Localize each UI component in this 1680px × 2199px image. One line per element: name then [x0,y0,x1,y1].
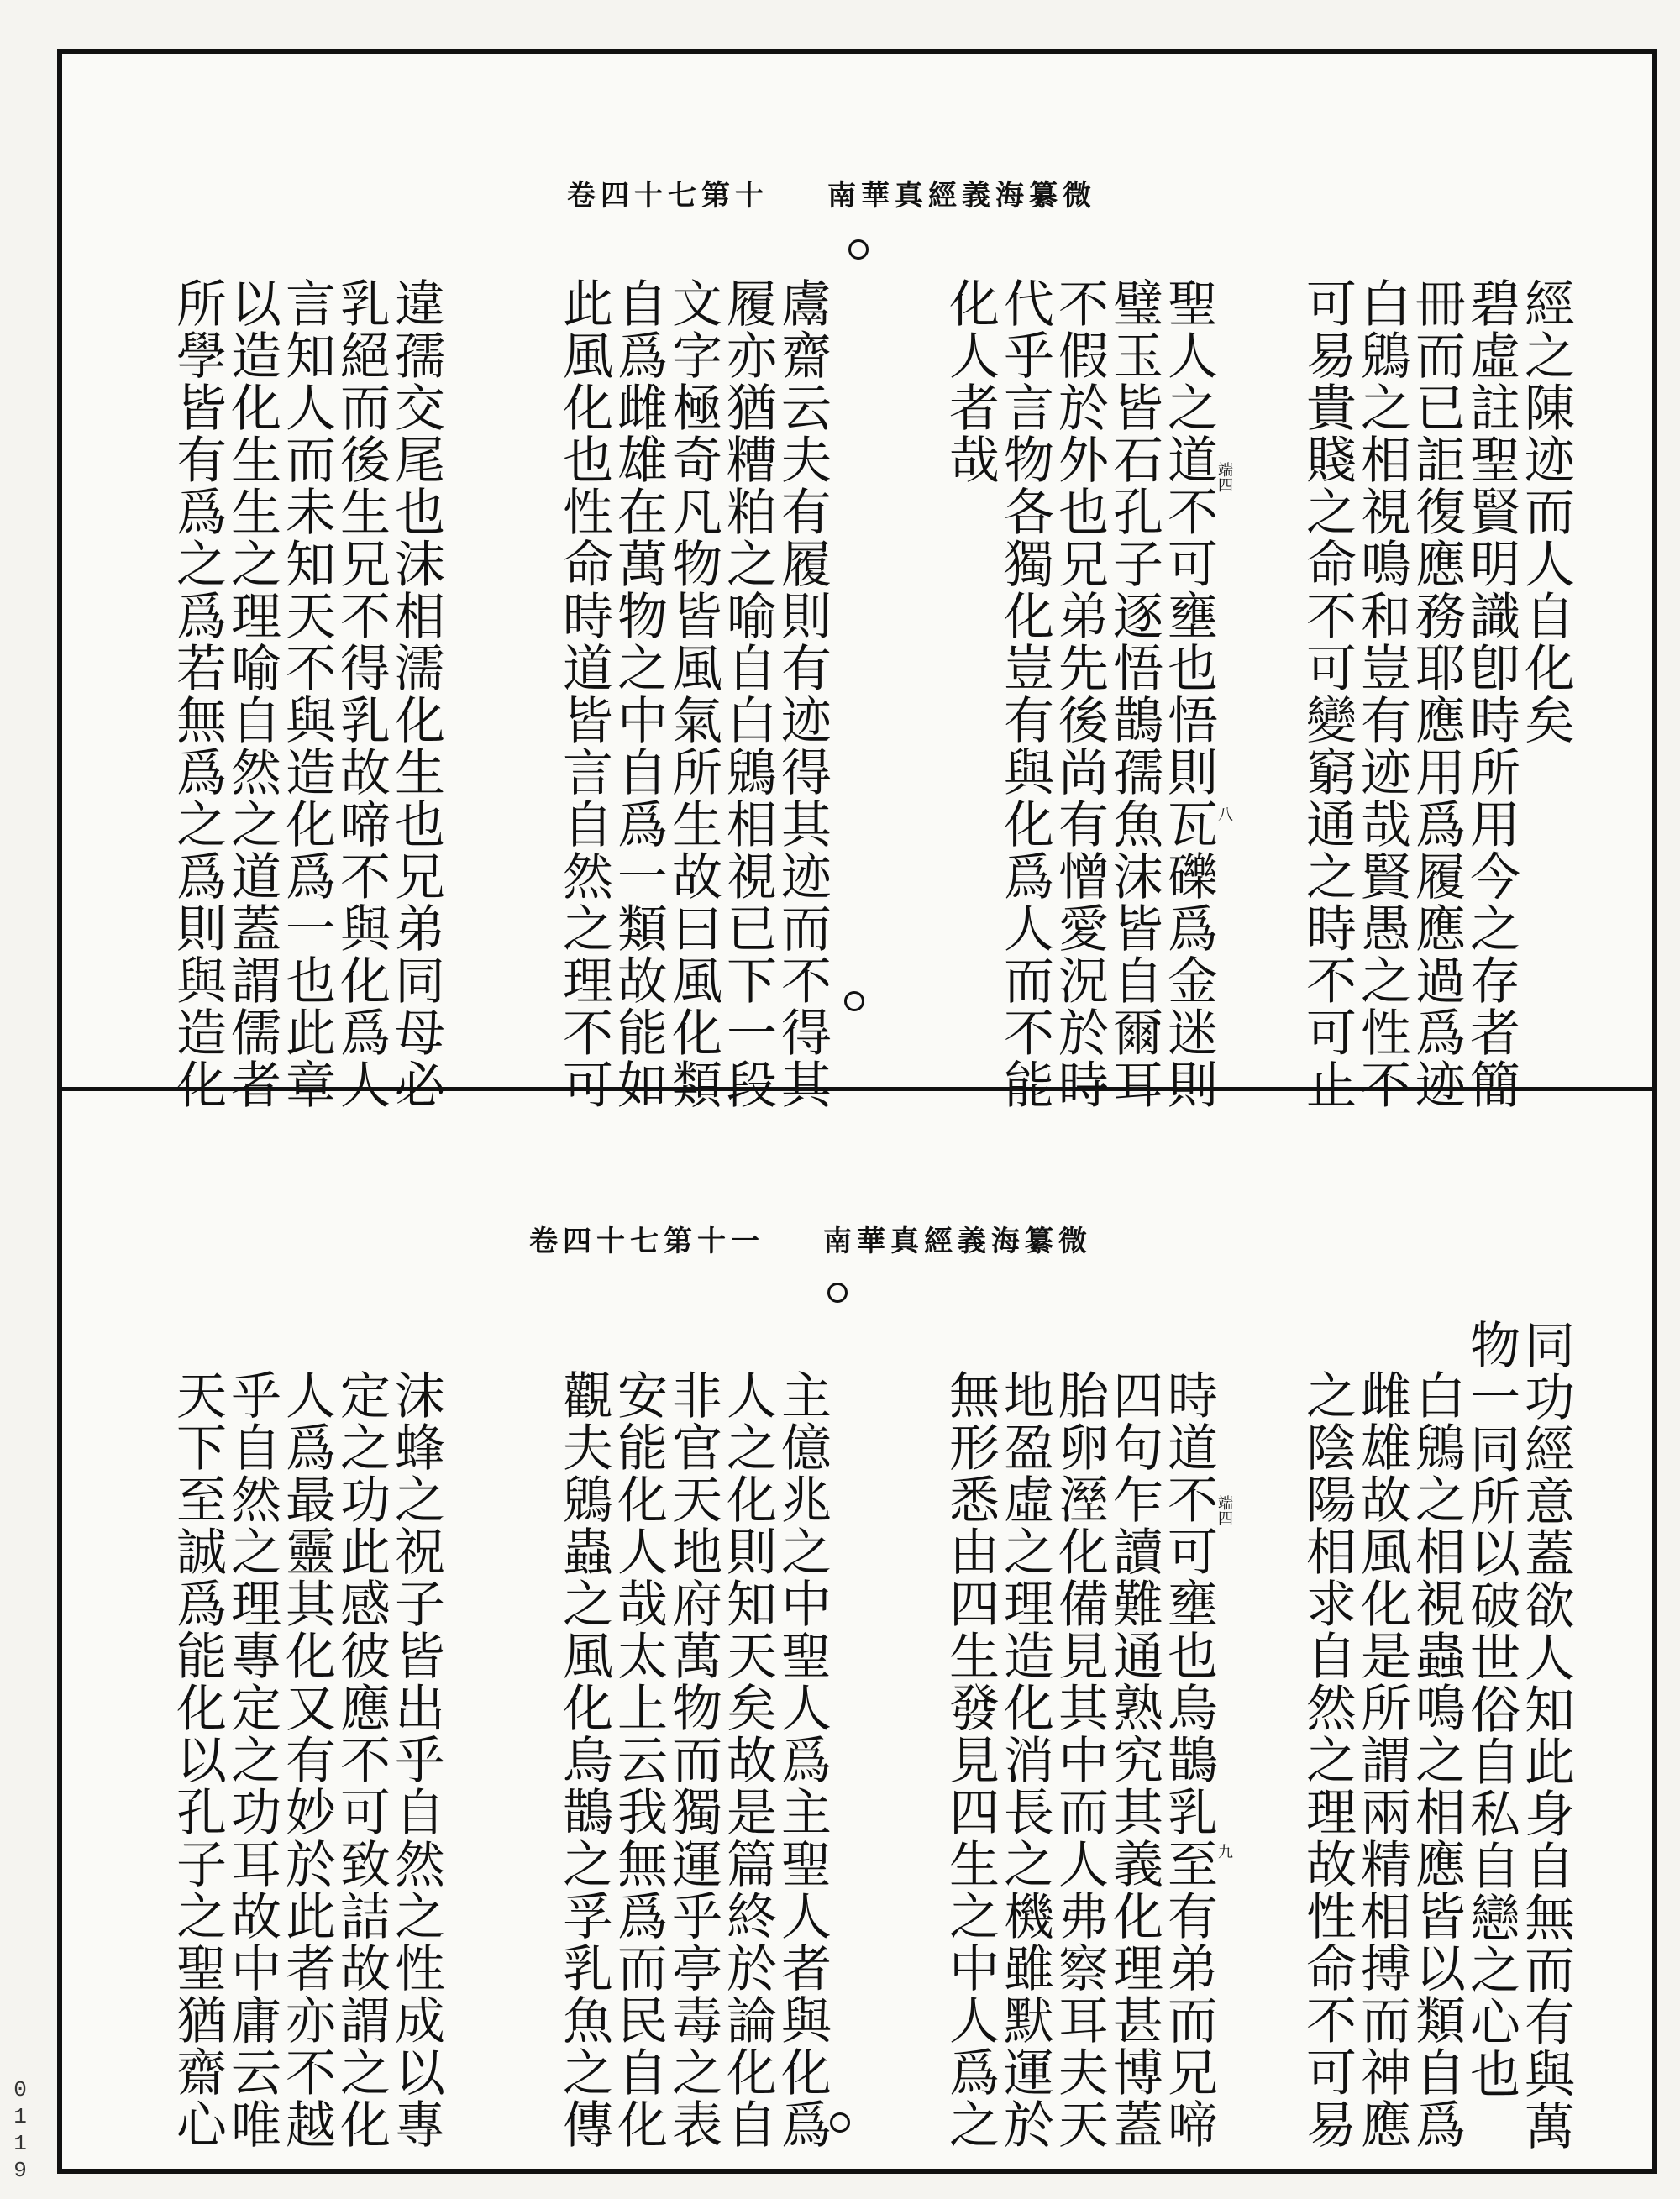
lower-column-19: 乎自然之理專定之功耳故中庸云唯 [223,1369,281,2150]
lower-column-7: 四句乍讀難通熟究其義化理甚博蓋 [1105,1369,1163,2150]
lower-column-18: 人爲最靈其化又有妙於此者亦不越 [277,1369,336,2150]
lower-column-10: 無形悉由四生發見四生之中人爲之 [941,1369,1000,2150]
upper-column-2: 碧虛註聖賢明識卽時所用今之存者簡 [1462,277,1520,1110]
upper-header-title: 南華真經義海纂微 [827,179,1096,213]
lower-column-15: 觀夫鶂蟲之風化烏鵲之孚乳魚之傳 [554,1369,613,2150]
upper-column-11: 鬳齋云夫有履則有迹得其迹而不得其 [773,277,832,1110]
upper-column-5: 可易貴賤之命不可變窮通之時不可止 [1298,277,1357,1110]
upper-margin-note-2: 八 [1215,806,1233,821]
lower-column-12: 人之化則知天矣故是篇終於論化自 [718,1369,777,2150]
lower-column-2: 物一同所以破世俗自私自戀之心也 [1462,1319,1520,2100]
upper-column-19: 以造化生生之理喻自然之道蓋謂儒者 [223,277,281,1110]
lower-section-mark-mid [830,2112,850,2133]
lower-margin-note-1: 端四 [1215,1495,1233,1525]
lower-column-11: 主億兆之中聖人爲主聖人者與化爲 [773,1369,832,2150]
upper-column-7: 璧玉皆石孔子逐悟鵲孺魚沫皆自爾耳 [1105,277,1163,1110]
lower-column-13: 非官天地府萬物而獨運乎亭毒之表 [664,1369,722,2150]
upper-column-8: 不假於外也兄弟先後尚有憎愛況於時 [1050,277,1109,1110]
upper-column-3: 冊而已詎復應務耶應用爲履應過爲迹 [1407,277,1466,1110]
page-folio-number: 0119 [13,2077,27,2183]
lower-column-1: 同功經意蓋欲人知此身自無而有與萬 [1516,1319,1575,2152]
upper-header-volume: 卷四十七第十 [567,179,769,213]
lower-column-9: 地盈虛之理造化消長之機雖默運於 [995,1369,1054,2150]
upper-section-mark-top [848,239,869,260]
upper-column-1: 經之陳迹而人自化矣 [1516,277,1575,746]
lower-column-16: 沫蜂之祝子皆出乎自然之性成以專 [386,1369,445,2150]
lower-column-6: 時道不可壅也烏鵲乳至有弟而兄啼 [1159,1369,1218,2150]
upper-margin-note-1: 端四 [1215,462,1233,492]
upper-column-10: 化人者哉 [941,277,1000,485]
lower-column-8: 胎卵溼化備見其中而人弗察耳夫天 [1050,1369,1109,2150]
lower-column-5: 之陰陽相求自然之理故性命不可易 [1298,1369,1357,2150]
lower-margin-note-2: 九 [1215,1844,1233,1859]
lower-header-title: 南華真經義海纂微 [823,1225,1092,1258]
upper-column-16: 違孺交尾也沫相濡化生也兄弟同母必 [386,277,445,1110]
upper-column-18: 言知人而未知天不與造化爲一也此章 [277,277,336,1110]
upper-column-14: 自爲雌雄在萬物之中自爲一類故能如 [609,277,668,1110]
upper-section-mark-mid [844,991,864,1011]
upper-column-13: 文字極奇凡物皆風氣所生故曰風化類 [664,277,722,1110]
lower-column-20: 天下至誠爲能化以孔子之聖猶齋心 [168,1369,227,2150]
upper-column-9: 代乎言物各獨化豈有與化爲人而不能 [995,277,1054,1110]
upper-running-header [567,172,1096,223]
upper-column-6: 聖人之道不可壅也悟則瓦礫爲金迷則 [1159,277,1218,1110]
lower-header-volume: 卷四十七第十一 [529,1225,764,1258]
lower-section-mark-top [827,1283,848,1303]
lower-running-header [529,1218,1092,1268]
upper-column-12: 履亦猶糟粕之喻自白鶂相視已下一段 [718,277,777,1110]
upper-column-20: 所學皆有爲之爲若無爲之爲則與造化 [168,277,227,1110]
lower-column-3: 白鶂之相視蟲鳴之相應皆以類自爲 [1407,1369,1466,2150]
upper-column-15: 此風化也性命時道皆言自然之理不可 [554,277,613,1110]
lower-column-14: 安能化人哉太上云我無爲而民自化 [609,1369,668,2150]
upper-column-4: 白鶂之相視鳴和豈有迹哉賢愚之性不 [1352,277,1411,1110]
upper-column-17: 乳絕而後生兄不得乳故啼不與化爲人 [332,277,391,1110]
lower-column-4: 雌雄故風化是所謂兩精相搏而神應 [1352,1369,1411,2150]
lower-column-17: 定之功此感彼應不可致詰故謂之化 [332,1369,391,2150]
